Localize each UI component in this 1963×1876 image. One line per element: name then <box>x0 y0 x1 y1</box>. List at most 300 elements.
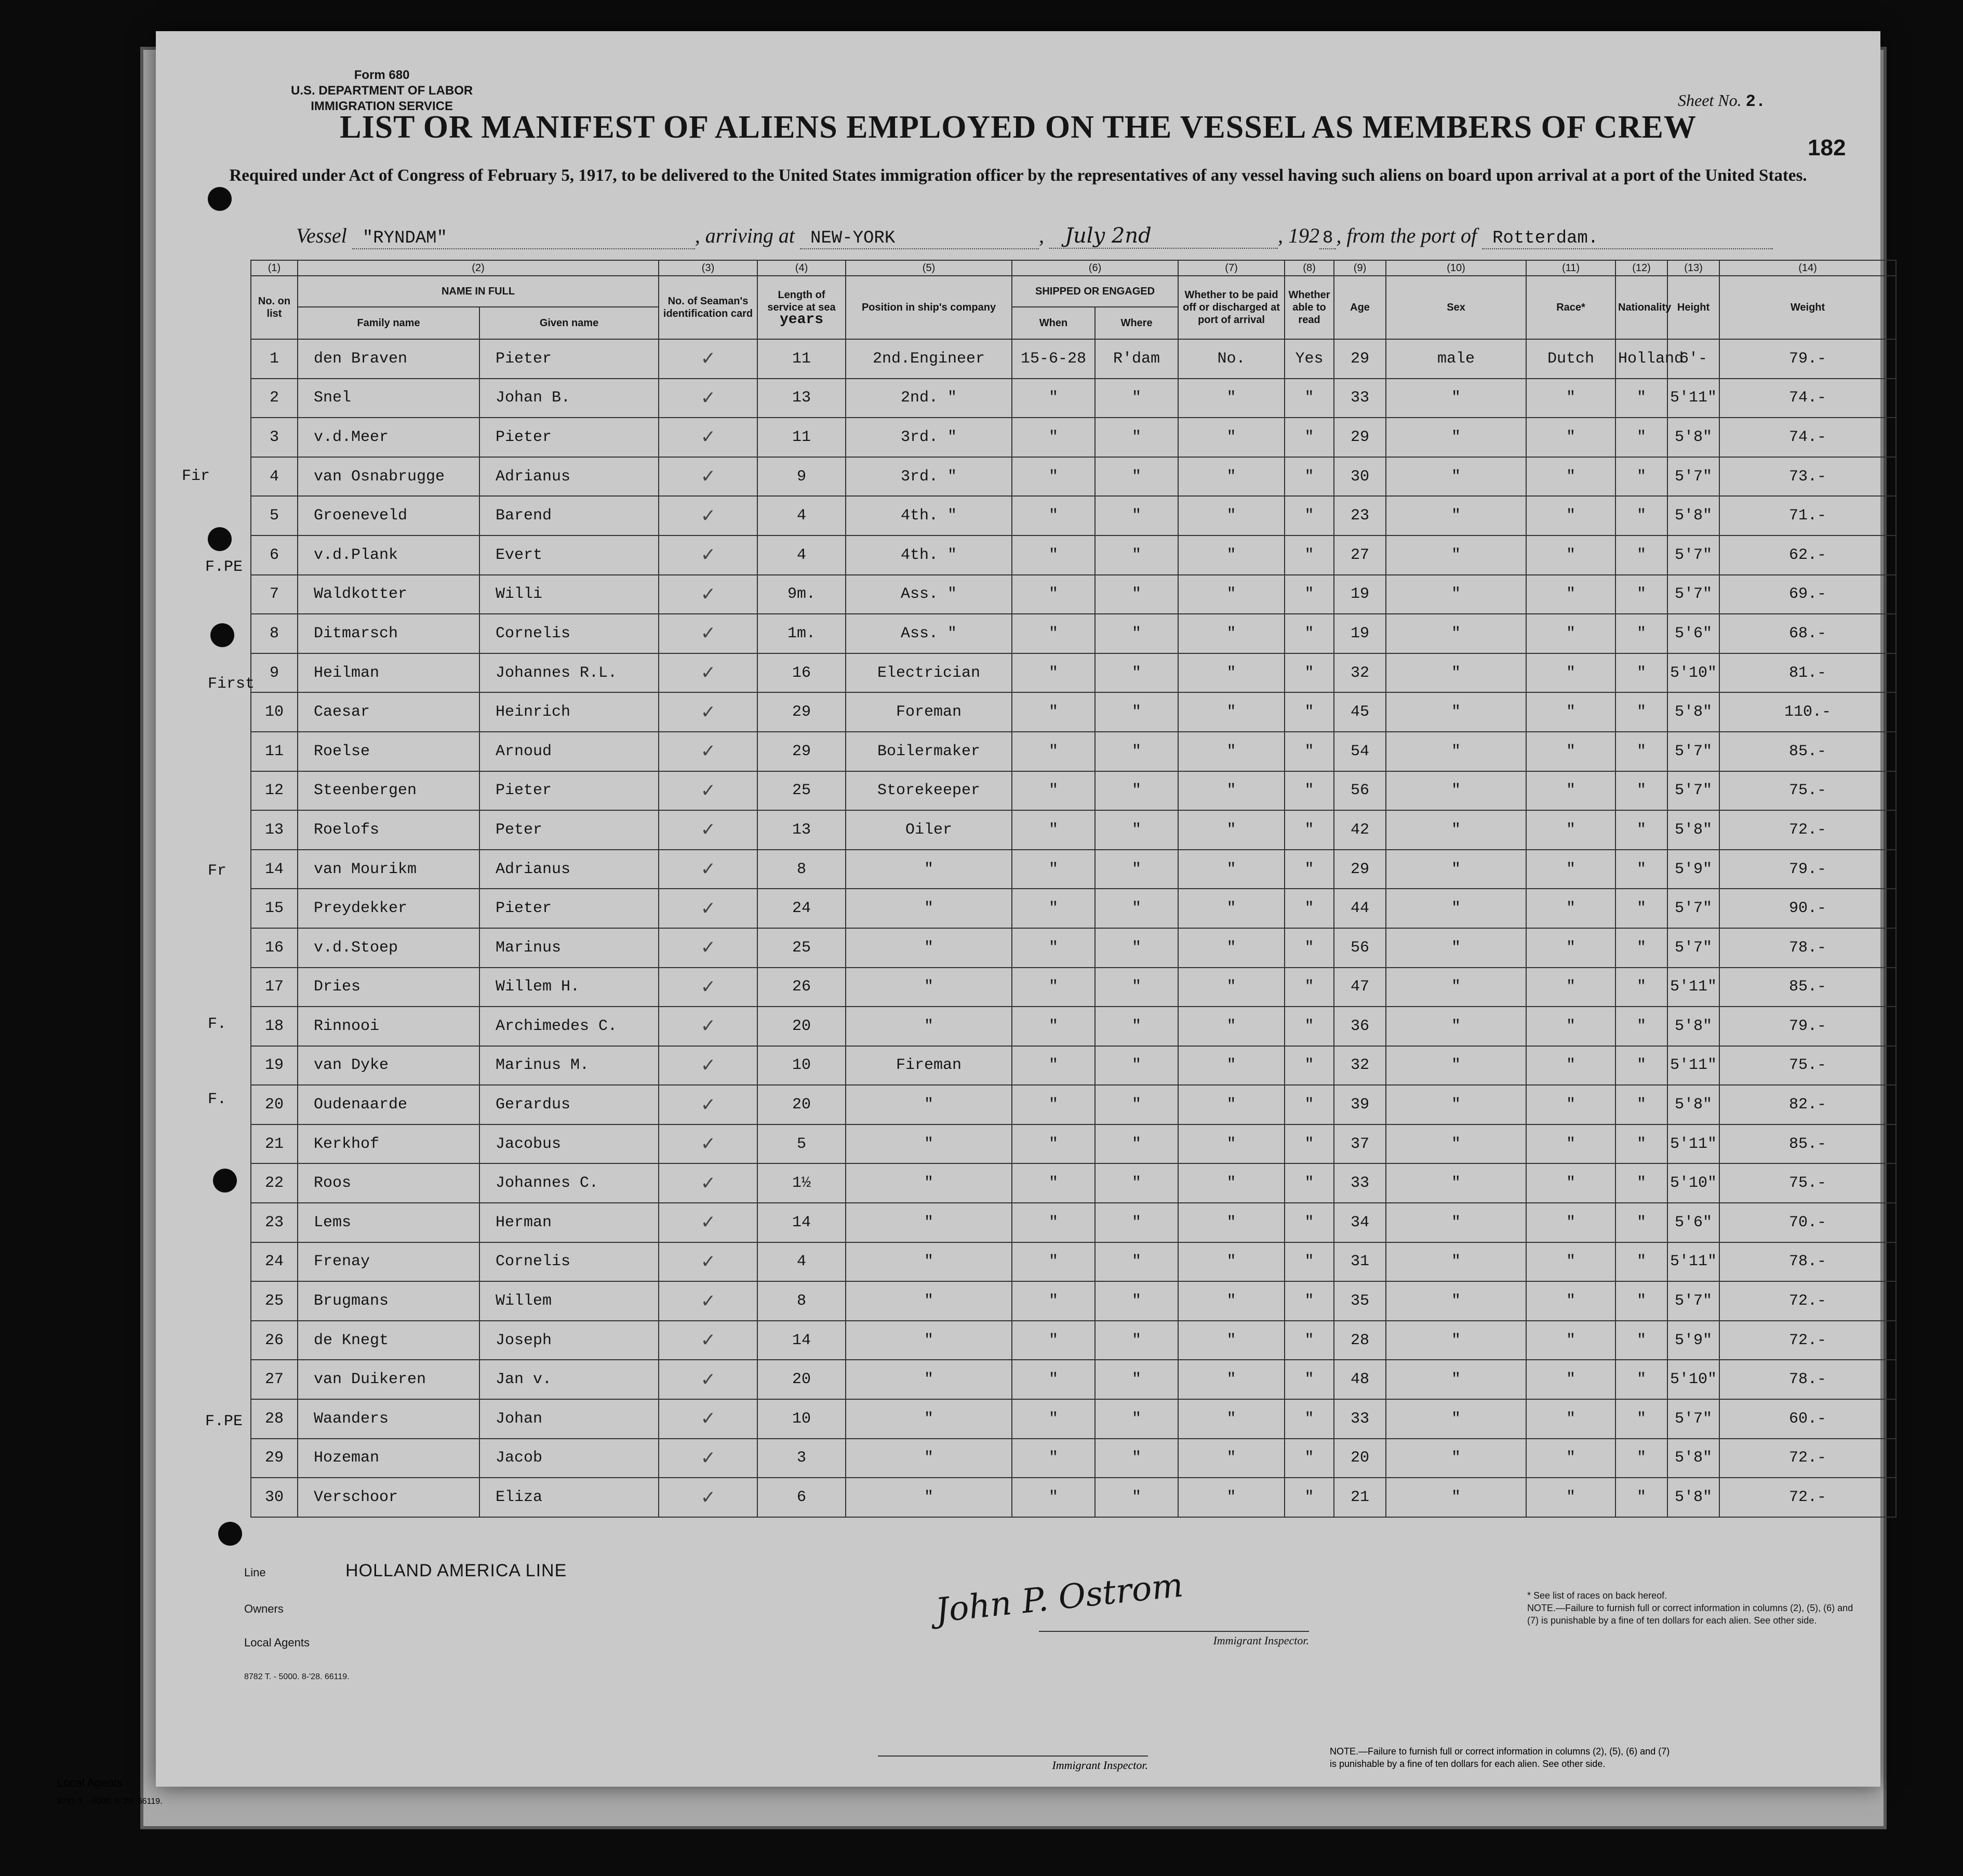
cell-position: " <box>846 1124 1012 1164</box>
cell-position: " <box>846 928 1012 968</box>
cell-race: " <box>1526 1046 1615 1086</box>
cell-where: " <box>1095 889 1178 928</box>
cell-age: 19 <box>1334 575 1386 614</box>
cell-race: " <box>1526 575 1615 614</box>
cell-sex: " <box>1386 928 1526 968</box>
table-row <box>251 1321 1896 1360</box>
cell-id-card-check: ✓ <box>659 614 757 653</box>
cell-able-read: " <box>1285 810 1334 850</box>
cell-when: " <box>1012 1085 1095 1124</box>
cell-race: " <box>1526 928 1615 968</box>
cell-given-name: Jacobus <box>479 1124 659 1164</box>
cell-paid-off: " <box>1178 379 1285 418</box>
cell-id-card-check: ✓ <box>659 535 757 575</box>
cell-where: " <box>1095 1439 1178 1478</box>
cell-no: 6 <box>251 535 298 575</box>
table-row <box>251 1399 1896 1439</box>
header-height: Height <box>1667 276 1719 339</box>
cell-race: " <box>1526 418 1615 457</box>
cell-given-name: Gerardus <box>479 1085 659 1124</box>
cell-given-name: Willem H. <box>479 968 659 1007</box>
col-num-5: (5) <box>846 260 1012 276</box>
cell-id-card-check: ✓ <box>659 850 757 889</box>
cell-position: " <box>846 1281 1012 1321</box>
cell-position: 2nd.Engineer <box>846 339 1012 379</box>
cell-nationality: " <box>1615 1085 1667 1124</box>
header-race: Race* <box>1526 276 1615 339</box>
cell-race: " <box>1526 1163 1615 1203</box>
cell-height: 5'8" <box>1667 1007 1719 1046</box>
cell-height: 5'11" <box>1667 1242 1719 1282</box>
cell-position: 3rd. " <box>846 457 1012 497</box>
cell-nationality: " <box>1615 928 1667 968</box>
cell-id-card-check: ✓ <box>659 692 757 732</box>
cell-service: 20 <box>757 1085 846 1124</box>
table-row <box>251 418 1896 457</box>
cell-nationality: " <box>1615 1281 1667 1321</box>
cell-able-read: " <box>1285 614 1334 653</box>
under-local-agents-label: Local Agents <box>57 1776 123 1789</box>
cell-weight: 75.- <box>1719 771 1896 811</box>
cell-sex: " <box>1386 379 1526 418</box>
cell-no: 7 <box>251 575 298 614</box>
cell-sex: " <box>1386 968 1526 1007</box>
cell-id-card-check: ✓ <box>659 732 757 771</box>
cell-position: " <box>846 968 1012 1007</box>
cell-service: 29 <box>757 692 846 732</box>
col-num-4: (4) <box>757 260 846 276</box>
cell-service: 6 <box>757 1478 846 1517</box>
cell-where: " <box>1095 1399 1178 1439</box>
table-row <box>251 496 1896 535</box>
cell-sex: " <box>1386 1085 1526 1124</box>
cell-weight: 74.- <box>1719 379 1896 418</box>
cell-given-name: Cornelis <box>479 1242 659 1282</box>
shipping-line-name: HOLLAND AMERICA LINE <box>345 1561 567 1580</box>
local-agents-label: Local Agents <box>244 1636 310 1649</box>
cell-when: " <box>1012 379 1095 418</box>
cell-nationality: " <box>1615 810 1667 850</box>
cell-when: " <box>1012 575 1095 614</box>
cell-position: 3rd. " <box>846 418 1012 457</box>
cell-paid-off: " <box>1178 1478 1285 1517</box>
races-note: * See list of races on back hereof. <box>1527 1590 1667 1601</box>
cell-when: " <box>1012 810 1095 850</box>
cell-able-read: " <box>1285 1124 1334 1164</box>
header-no-on-list: No. on list <box>251 276 298 339</box>
cell-paid-off: " <box>1178 1360 1285 1399</box>
vessel-name: "RYNDAM" <box>352 229 695 249</box>
cell-able-read: " <box>1285 575 1334 614</box>
cell-when: " <box>1012 1281 1095 1321</box>
cell-where: " <box>1095 1124 1178 1164</box>
cell-service: 9m. <box>757 575 846 614</box>
cell-where: " <box>1095 692 1178 732</box>
line-label: Line <box>244 1566 266 1579</box>
cell-position: Ass. " <box>846 614 1012 653</box>
cell-where: " <box>1095 1007 1178 1046</box>
cell-sex: " <box>1386 1321 1526 1360</box>
cell-paid-off: " <box>1178 692 1285 732</box>
header-shipped: SHIPPED OR ENGAGED <box>1012 276 1178 307</box>
cell-given-name: Willi <box>479 575 659 614</box>
cell-race: " <box>1526 850 1615 889</box>
cell-given-name: Pieter <box>479 339 659 379</box>
cell-nationality: " <box>1615 1124 1667 1164</box>
cell-nationality: " <box>1615 1439 1667 1478</box>
cell-position: Foreman <box>846 692 1012 732</box>
print-code: 8782 T. - 5000. 8-'28. 66119. <box>244 1672 350 1681</box>
cell-race: " <box>1526 457 1615 497</box>
cell-id-card-check: ✓ <box>659 1203 757 1242</box>
cell-service: 5 <box>757 1124 846 1164</box>
cell-sex: " <box>1386 535 1526 575</box>
col-num-12: (12) <box>1615 260 1667 276</box>
table-row <box>251 379 1896 418</box>
page-number: 182 <box>1808 135 1846 160</box>
cell-when: " <box>1012 457 1095 497</box>
cell-paid-off: " <box>1178 614 1285 653</box>
cell-nationality: " <box>1615 1399 1667 1439</box>
cell-id-card-check: ✓ <box>659 889 757 928</box>
cell-race: " <box>1526 1007 1615 1046</box>
margin-note: Fr <box>208 862 227 880</box>
cell-no: 15 <box>251 889 298 928</box>
cell-sex: " <box>1386 575 1526 614</box>
col-num-3: (3) <box>659 260 757 276</box>
cell-id-card-check: ✓ <box>659 339 757 379</box>
cell-no: 26 <box>251 1321 298 1360</box>
cell-service: 11 <box>757 339 846 379</box>
cell-where: " <box>1095 810 1178 850</box>
cell-where: " <box>1095 496 1178 535</box>
cell-able-read: " <box>1285 968 1334 1007</box>
punch-hole <box>208 187 232 211</box>
cell-nationality: " <box>1615 1478 1667 1517</box>
cell-family-name: Dries <box>298 968 479 1007</box>
cell-no: 20 <box>251 1085 298 1124</box>
cell-where: " <box>1095 1478 1178 1517</box>
cell-position: " <box>846 1085 1012 1124</box>
cell-nationality: " <box>1615 1242 1667 1282</box>
year-prefix: , 192 <box>1278 224 1319 247</box>
cell-age: 39 <box>1334 1085 1386 1124</box>
col-num-9: (9) <box>1334 260 1386 276</box>
cell-id-card-check: ✓ <box>659 1046 757 1086</box>
cell-service: 26 <box>757 968 846 1007</box>
table-row <box>251 457 1896 497</box>
cell-weight: 68.- <box>1719 614 1896 653</box>
cell-no: 30 <box>251 1478 298 1517</box>
cell-no: 14 <box>251 850 298 889</box>
cell-given-name: Eliza <box>479 1478 659 1517</box>
sheet-value: 2. <box>1745 92 1766 111</box>
cell-race: " <box>1526 614 1615 653</box>
header-sex: Sex <box>1386 276 1526 339</box>
col-num-13: (13) <box>1667 260 1719 276</box>
cell-where: " <box>1095 418 1178 457</box>
header-id-card: No. of Seaman's identification card <box>659 276 757 339</box>
cell-sex: " <box>1386 732 1526 771</box>
cell-given-name: Pieter <box>479 418 659 457</box>
document-subtitle: Required under Act of Congress of February 5, 1917, to be delivered to the United States immigration officer by the representatives of any vessel having such aliens on board upon arrival at a port of the United States. <box>229 166 1807 185</box>
cell-service: 24 <box>757 889 846 928</box>
cell-id-card-check: ✓ <box>659 968 757 1007</box>
cell-height: 5'8" <box>1667 1439 1719 1478</box>
cell-position: " <box>846 1399 1012 1439</box>
cell-age: 35 <box>1334 1281 1386 1321</box>
cell-sex: " <box>1386 1399 1526 1439</box>
cell-family-name: v.d.Plank <box>298 535 479 575</box>
cell-age: 23 <box>1334 496 1386 535</box>
cell-able-read: " <box>1285 692 1334 732</box>
cell-when: " <box>1012 1360 1095 1399</box>
cell-paid-off: " <box>1178 575 1285 614</box>
cell-where: " <box>1095 1321 1178 1360</box>
cell-race: " <box>1526 771 1615 811</box>
cell-no: 10 <box>251 692 298 732</box>
cell-id-card-check: ✓ <box>659 1242 757 1282</box>
cell-weight: 110.- <box>1719 692 1896 732</box>
cell-weight: 79.- <box>1719 850 1896 889</box>
table-row <box>251 1007 1896 1046</box>
cell-where: " <box>1095 968 1178 1007</box>
cell-nationality: " <box>1615 1163 1667 1203</box>
cell-sex: " <box>1386 614 1526 653</box>
header-position: Position in ship's company <box>846 276 1012 339</box>
cell-where: R'dam <box>1095 339 1178 379</box>
cell-race: " <box>1526 1085 1615 1124</box>
service: IMMIGRATION SERVICE <box>311 99 453 113</box>
table-row <box>251 928 1896 968</box>
cell-given-name: Johan <box>479 1399 659 1439</box>
cell-sex: " <box>1386 771 1526 811</box>
cell-family-name: Oudenaarde <box>298 1085 479 1124</box>
cell-age: 44 <box>1334 889 1386 928</box>
cell-paid-off: " <box>1178 732 1285 771</box>
cell-age: 36 <box>1334 1007 1386 1046</box>
table-row <box>251 653 1896 693</box>
arriving-label: , arriving at <box>695 224 795 247</box>
cell-age: 56 <box>1334 771 1386 811</box>
cell-no: 9 <box>251 653 298 693</box>
arrival-port: NEW-YORK <box>800 229 1039 249</box>
cell-family-name: van Mourikm <box>298 850 479 889</box>
cell-no: 12 <box>251 771 298 811</box>
cell-paid-off: No. <box>1178 339 1285 379</box>
cell-id-card-check: ✓ <box>659 1478 757 1517</box>
cell-where: " <box>1095 928 1178 968</box>
cell-no: 19 <box>251 1046 298 1086</box>
cell-when: " <box>1012 1242 1095 1282</box>
cell-service: 29 <box>757 732 846 771</box>
cell-weight: 85.- <box>1719 732 1896 771</box>
cell-race: " <box>1526 810 1615 850</box>
cell-nationality: " <box>1615 1203 1667 1242</box>
footnotes <box>1527 1589 1860 1627</box>
cell-height: 5'8" <box>1667 810 1719 850</box>
cell-weight: 72.- <box>1719 810 1896 850</box>
cell-weight: 78.- <box>1719 1360 1896 1399</box>
cell-service: 8 <box>757 1281 846 1321</box>
from-label: , from the port of <box>1336 224 1477 247</box>
margin-note: F. <box>208 1015 227 1033</box>
cell-position: 4th. " <box>846 496 1012 535</box>
cell-able-read: " <box>1285 1360 1334 1399</box>
cell-service: 14 <box>757 1321 846 1360</box>
cell-able-read: " <box>1285 535 1334 575</box>
cell-family-name: Snel <box>298 379 479 418</box>
cell-id-card-check: ✓ <box>659 653 757 693</box>
cell-paid-off: " <box>1178 771 1285 811</box>
table-row <box>251 732 1896 771</box>
cell-height: 5'9" <box>1667 1321 1719 1360</box>
cell-given-name: Adrianus <box>479 850 659 889</box>
cell-able-read: " <box>1285 1085 1334 1124</box>
cell-race: " <box>1526 1242 1615 1282</box>
cell-age: 32 <box>1334 1046 1386 1086</box>
table-row <box>251 771 1896 811</box>
cell-given-name: Jan v. <box>479 1360 659 1399</box>
header-length-service-text: Length of service at sea <box>767 289 836 313</box>
cell-height: 5'9" <box>1667 850 1719 889</box>
vessel-line: Vessel "RYNDAM" , arriving at NEW-YORK , July 2nd , 192 8 , from the port of Rotterdam. <box>296 223 1773 249</box>
sheet-number <box>1678 91 1766 111</box>
cell-id-card-check: ✓ <box>659 496 757 535</box>
cell-nationality: " <box>1615 692 1667 732</box>
cell-age: 32 <box>1334 653 1386 693</box>
cell-race: " <box>1526 692 1615 732</box>
cell-able-read: " <box>1285 771 1334 811</box>
cell-weight: 75.- <box>1719 1163 1896 1203</box>
cell-paid-off: " <box>1178 1007 1285 1046</box>
cell-race: " <box>1526 496 1615 535</box>
cell-able-read: " <box>1285 732 1334 771</box>
cell-no: 21 <box>251 1124 298 1164</box>
cell-race: " <box>1526 653 1615 693</box>
header-length-service <box>757 276 846 339</box>
cell-service: 10 <box>757 1399 846 1439</box>
cell-id-card-check: ✓ <box>659 1085 757 1124</box>
cell-service: 20 <box>757 1360 846 1399</box>
cell-service: 14 <box>757 1203 846 1242</box>
cell-paid-off: " <box>1178 457 1285 497</box>
cell-paid-off: " <box>1178 1242 1285 1282</box>
cell-position: " <box>846 1163 1012 1203</box>
col-num-2: (2) <box>298 260 659 276</box>
cell-family-name: Roelse <box>298 732 479 771</box>
cell-given-name: Peter <box>479 810 659 850</box>
cell-height: 5'11" <box>1667 1046 1719 1086</box>
header-able-read: Whether able to read <box>1285 276 1334 339</box>
cell-paid-off: " <box>1178 968 1285 1007</box>
cell-weight: 79.- <box>1719 1007 1896 1046</box>
cell-race: " <box>1526 968 1615 1007</box>
cell-family-name: Preydekker <box>298 889 479 928</box>
cell-where: " <box>1095 1360 1178 1399</box>
cell-able-read: " <box>1285 1242 1334 1282</box>
cell-weight: 72.- <box>1719 1478 1896 1517</box>
cell-given-name: Marinus M. <box>479 1046 659 1086</box>
cell-able-read: " <box>1285 1399 1334 1439</box>
crew-rows <box>251 339 1896 1517</box>
cell-given-name: Heinrich <box>479 692 659 732</box>
cell-height: 5'8" <box>1667 496 1719 535</box>
cell-no: 24 <box>251 1242 298 1282</box>
col-num-1: (1) <box>251 260 298 276</box>
cell-where: " <box>1095 850 1178 889</box>
cell-race: " <box>1526 379 1615 418</box>
cell-weight: 74.- <box>1719 418 1896 457</box>
cell-sex: " <box>1386 1360 1526 1399</box>
cell-no: 3 <box>251 418 298 457</box>
cell-paid-off: " <box>1178 1321 1285 1360</box>
cell-given-name: Adrianus <box>479 457 659 497</box>
cell-height: 5'8" <box>1667 418 1719 457</box>
cell-position: " <box>846 1242 1012 1282</box>
cell-position: " <box>846 1439 1012 1478</box>
cell-age: 33 <box>1334 1399 1386 1439</box>
year-suffix: 8 <box>1319 229 1336 249</box>
cell-able-read: " <box>1285 379 1334 418</box>
cell-sex: " <box>1386 1046 1526 1086</box>
header-where: Where <box>1095 307 1178 339</box>
cell-age: 30 <box>1334 457 1386 497</box>
cell-given-name: Barend <box>479 496 659 535</box>
margin-note: F. <box>208 1091 227 1108</box>
cell-paid-off: " <box>1178 850 1285 889</box>
cell-no: 29 <box>251 1439 298 1478</box>
cell-id-card-check: ✓ <box>659 1007 757 1046</box>
cell-sex: " <box>1386 889 1526 928</box>
cell-given-name: Johannes C. <box>479 1163 659 1203</box>
cell-able-read: " <box>1285 1321 1334 1360</box>
cell-given-name: Archimedes C. <box>479 1007 659 1046</box>
cell-where: " <box>1095 1203 1178 1242</box>
cell-weight: 72.- <box>1719 1321 1896 1360</box>
cell-weight: 78.- <box>1719 928 1896 968</box>
header-weight: Weight <box>1719 276 1896 339</box>
cell-id-card-check: ✓ <box>659 1360 757 1399</box>
cell-nationality: " <box>1615 771 1667 811</box>
cell-race: " <box>1526 1439 1615 1478</box>
table-row <box>251 535 1896 575</box>
cell-when: " <box>1012 1203 1095 1242</box>
cell-where: " <box>1095 1085 1178 1124</box>
cell-family-name: Kerkhof <box>298 1124 479 1164</box>
cell-weight: 82.- <box>1719 1085 1896 1124</box>
cell-paid-off: " <box>1178 535 1285 575</box>
cell-where: " <box>1095 575 1178 614</box>
cell-position: " <box>846 1360 1012 1399</box>
cell-age: 19 <box>1334 614 1386 653</box>
cell-family-name: Hozeman <box>298 1439 479 1478</box>
cell-no: 16 <box>251 928 298 968</box>
cell-nationality: " <box>1615 1321 1667 1360</box>
cell-nationality: " <box>1615 1360 1667 1399</box>
cell-sex: " <box>1386 1242 1526 1282</box>
margin-note: Fir <box>182 467 210 485</box>
owners-label: Owners <box>244 1602 284 1615</box>
cell-when: " <box>1012 1163 1095 1203</box>
cell-able-read: " <box>1285 889 1334 928</box>
cell-paid-off: " <box>1178 810 1285 850</box>
cell-race: " <box>1526 1321 1615 1360</box>
cell-given-name: Herman <box>479 1203 659 1242</box>
cell-race: " <box>1526 1281 1615 1321</box>
penalty-note: NOTE.—Failure to furnish full or correct information in columns (2), (5), (6) and (7) is punishable by a fine of ten dollars for each alien. See other side. <box>1527 1603 1853 1626</box>
cell-age: 48 <box>1334 1360 1386 1399</box>
